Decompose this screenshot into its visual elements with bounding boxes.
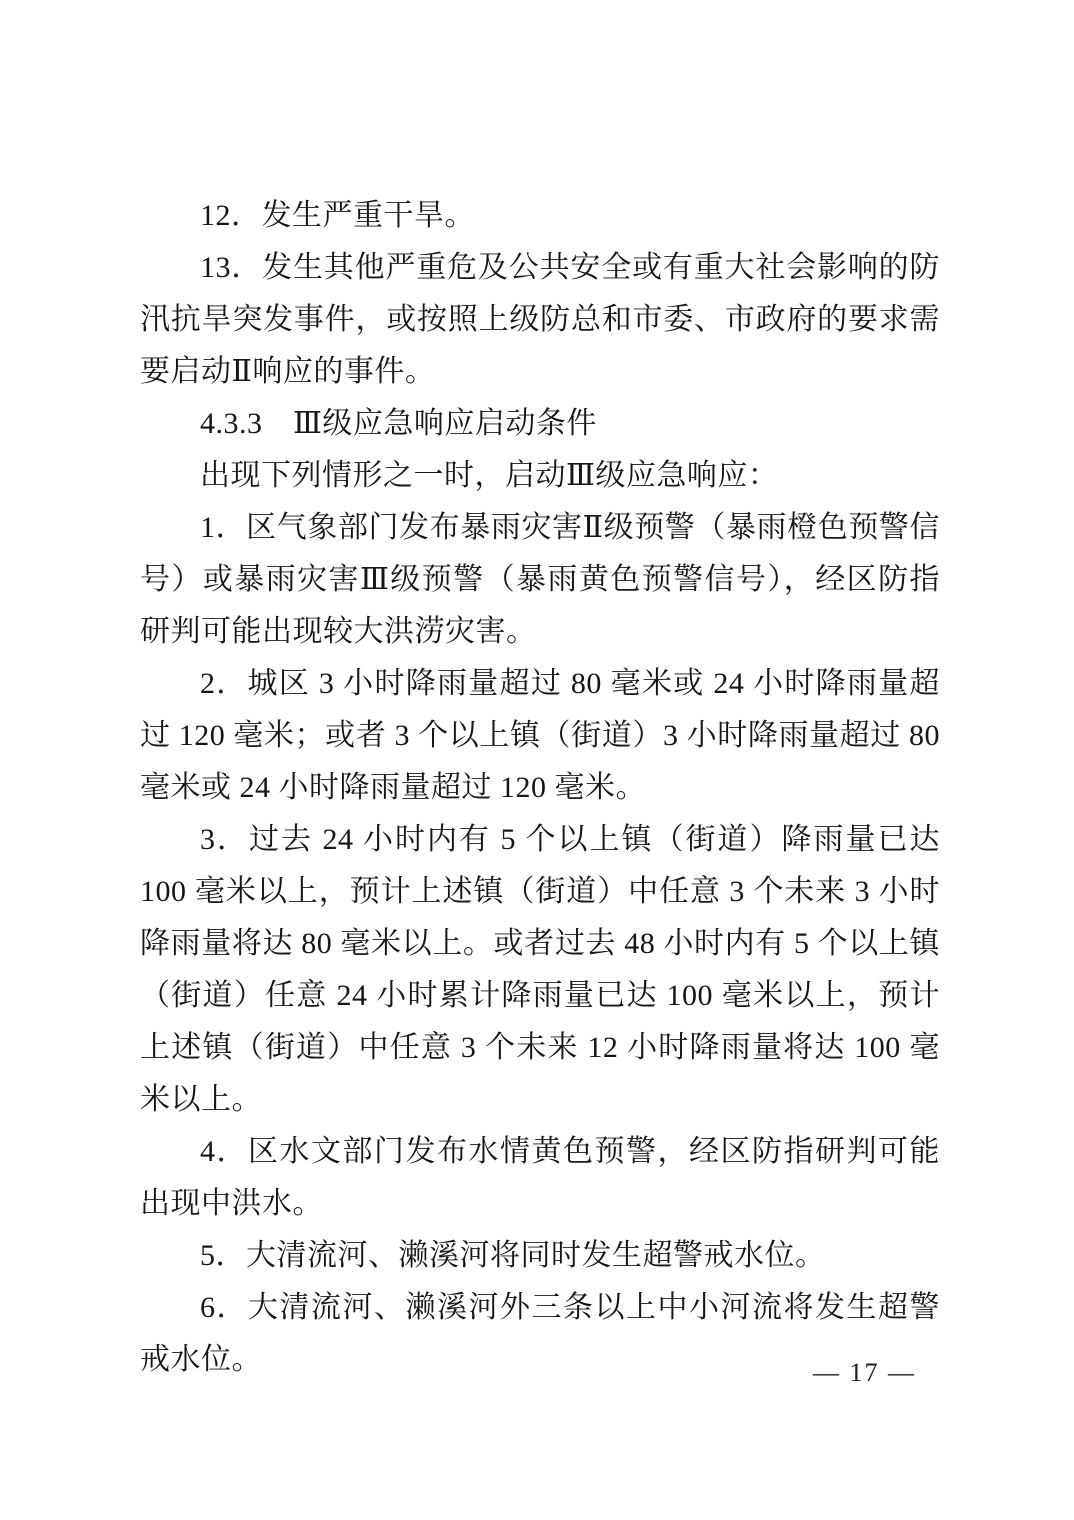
paragraph-intro: 出现下列情形之一时，启动Ⅲ级应急响应： [200, 459, 779, 492]
page-number: — 17 — [813, 1358, 916, 1387]
paragraph-item-12: 12．发生严重干旱。 [200, 199, 475, 232]
section-heading-4-3-3: 4.3.3 Ⅲ级应急响应启动条件 [200, 407, 597, 440]
paragraph-condition-6: 6．大清流河、濑溪河外三条以上中小河流将发生超警戒水位。 [140, 1291, 940, 1376]
paragraph-item-13: 13．发生其他严重危及公共安全或有重大社会影响的防汛抗旱突发事件，或按照上级防总和市委、市政府的要求需要启动Ⅱ响应的事件。 [140, 251, 940, 388]
document-body [140, 190, 940, 1386]
paragraph-condition-2: 2．城区 3 小时降雨量超过 80 毫米或 24 小时降雨量超过 120 毫米；或者 3 个以上镇（街道）3 小时降雨量超过 80 毫米或 24 小时降雨量超过 120 毫米。 [140, 667, 940, 804]
paragraph-condition-5: 5．大清流河、濑溪河将同时发生超警戒水位。 [200, 1239, 826, 1272]
paragraph-condition-1: 1．区气象部门发布暴雨灾害Ⅱ级预警（暴雨橙色预警信号）或暴雨灾害Ⅲ级预警（暴雨黄色预警信号），经区防指研判可能出现较大洪涝灾害。 [140, 511, 940, 648]
paragraph-condition-3: 3．过去 24 小时内有 5 个以上镇（街道）降雨量已达 100 毫米以上，预计上述镇（街道）中任意 3 个未来 3 小时降雨量将达 80 毫米以上。或者过去 48 小时内有 5 个以上镇（街道）任意 24 小时累计降雨量已达 100 毫米以上，预计上述镇（街道）中任意 3 个未来 12 小时降雨量将达 100 毫米以上。 [140, 823, 940, 1116]
paragraph-condition-4: 4．区水文部门发布水情黄色预警，经区防指研判可能出现中洪水。 [140, 1135, 940, 1220]
